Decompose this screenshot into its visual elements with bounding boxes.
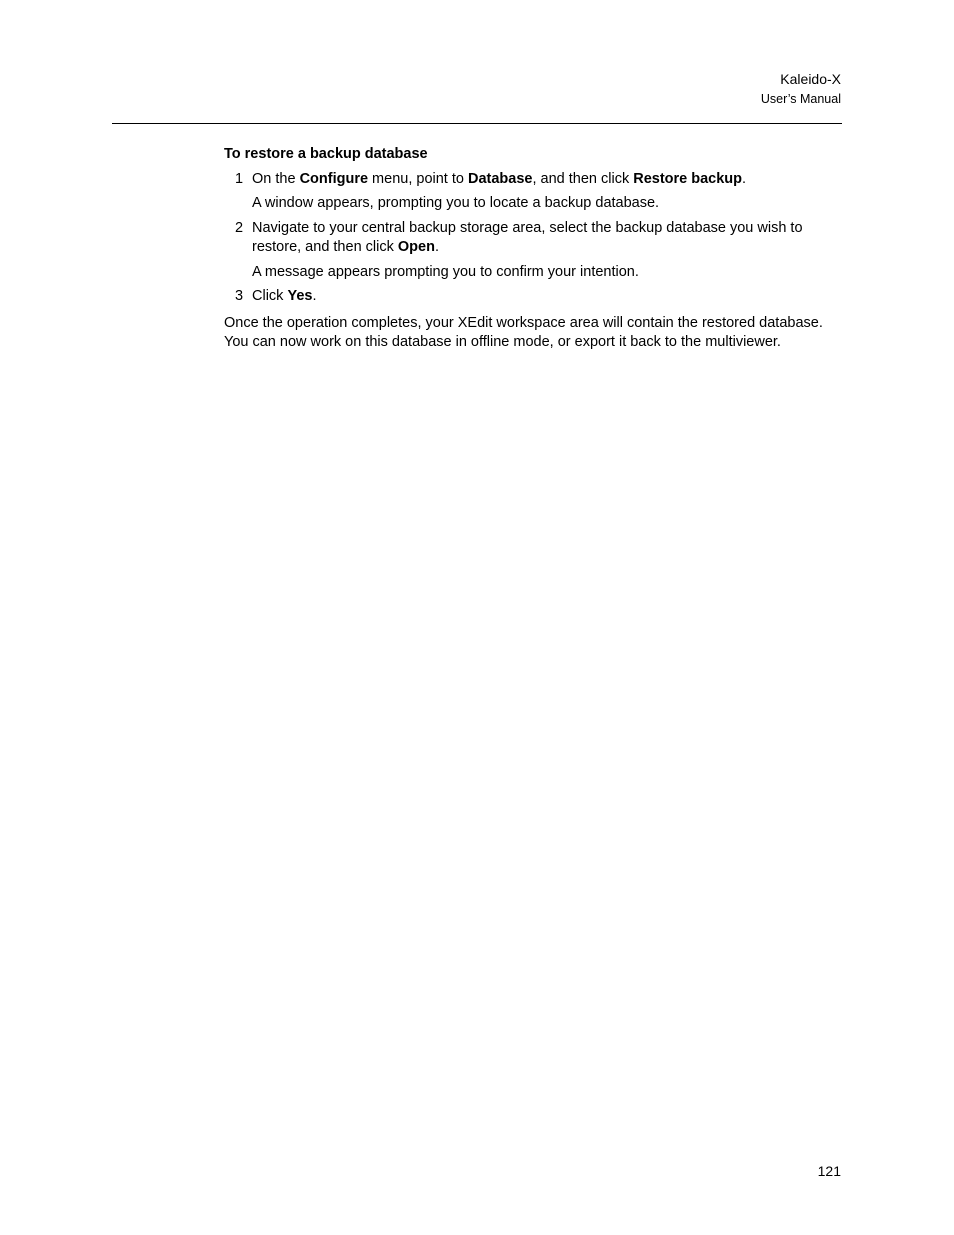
- step-number: 3: [235, 288, 244, 304]
- command-yes: Yes: [287, 288, 313, 304]
- running-header: [761, 70, 841, 108]
- step-2-result: A message appears prompting you to confirm your intention.: [252, 263, 639, 280]
- page-number: 121: [817, 1163, 841, 1179]
- step-text: Click Yes.: [252, 288, 317, 304]
- command-open: Open: [397, 239, 435, 255]
- menu-item-database: Database: [467, 170, 533, 187]
- step-number: 2: [235, 219, 244, 236]
- procedure-step-2: [224, 219, 844, 258]
- menu-name-configure: Configure: [299, 170, 369, 187]
- command-restore-backup: Restore backup: [633, 170, 743, 187]
- header-manual-name: User’s Manual: [760, 92, 841, 106]
- step-text: On the Configure menu, point to Database, and then click Restore backup.: [252, 170, 747, 187]
- main-content: [224, 145, 844, 353]
- step-text: Navigate to your central backup storage area, select the backup database you wish to restore, and then click Open.: [252, 219, 803, 255]
- step-1-result: A window appears, prompting you to locate a backup database.: [252, 195, 660, 211]
- procedure-step-1: [224, 170, 844, 190]
- closing-paragraph: Once the operation completes, your XEdit workspace area will contain the restored database. You can now work on this database in offline mode, or export it back to the multiviewer.: [224, 314, 823, 350]
- step-number: 1: [235, 170, 244, 187]
- procedure-step-3: [224, 287, 844, 307]
- procedure-heading: To restore a backup database: [224, 146, 428, 162]
- header-product-name: Kaleido-X: [780, 71, 841, 87]
- header-rule: [112, 123, 842, 124]
